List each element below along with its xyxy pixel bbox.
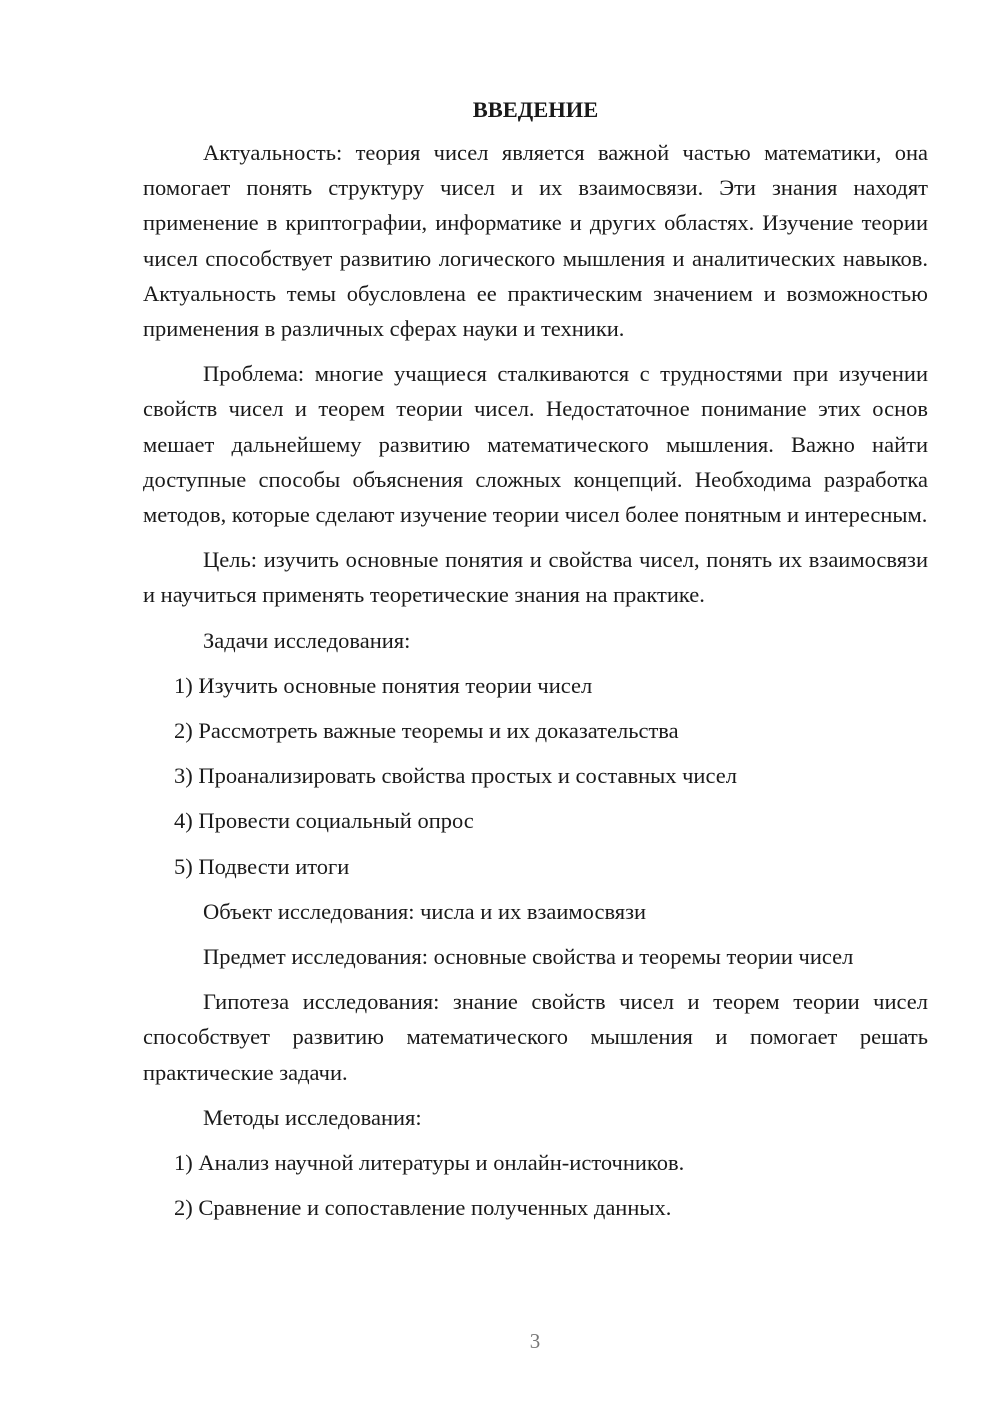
method-item: 1) Анализ научной литературы и онлайн-источников. xyxy=(174,1150,685,1176)
document-page xyxy=(143,92,928,1235)
page-number: 3 xyxy=(529,1329,541,1353)
task-item: 1) Изучить основные понятия теории чисел xyxy=(174,672,593,698)
hypothesis-paragraph: Гипотеза исследования: знание свойств чисел и теорем теории чисел способствует развитию математического мышления и помогает решать практические задачи. xyxy=(143,989,928,1085)
tasks-heading: Задачи исследования: xyxy=(203,627,411,653)
problem-paragraph: Проблема: многие учащиеся сталкиваются с трудностями при изучении свойств чисел и теорем теории чисел. Недостаточное понимание этих основ мешает дальнейшему развитию математического мышления. Важно найти доступные способы объяснения сложных концепций. Необходима разработка методов, которые сделают изучение теории чисел более понятным и интересным. xyxy=(143,361,928,528)
method-item: 2) Сравнение и сопоставление полученных данных. xyxy=(174,1195,672,1221)
research-subject: Предмет исследования: основные свойства и теоремы теории чисел xyxy=(203,944,854,970)
research-object: Объект исследования: числа и их взаимосвязи xyxy=(203,898,647,924)
task-item: 2) Рассмотреть важные теоремы и их доказательства xyxy=(174,718,679,744)
methods-heading: Методы исследования: xyxy=(203,1104,422,1130)
section-title: ВВЕДЕНИЕ xyxy=(472,97,599,122)
relevance-paragraph: Актуальность: теория чисел является важной частью математики, она помогает понять структуру чисел и их взаимосвязи. Эти знания находят применение в криптографии, информатике и других областях. Изучение теории чисел способствует развитию логического мышления и аналитических навыков. Актуальность темы обусловлена ее практическим значением и возможностью применения в различных сферах науки и техники. xyxy=(143,140,928,342)
goal-paragraph: Цель: изучить основные понятия и свойства чисел, понять их взаимосвязи и научиться применять теоретические знания на практике. xyxy=(143,547,928,608)
task-item: 5) Подвести итоги xyxy=(174,853,350,879)
task-item: 3) Проанализировать свойства простых и составных чисел xyxy=(174,763,737,789)
task-item: 4) Провести социальный опрос xyxy=(174,808,474,834)
